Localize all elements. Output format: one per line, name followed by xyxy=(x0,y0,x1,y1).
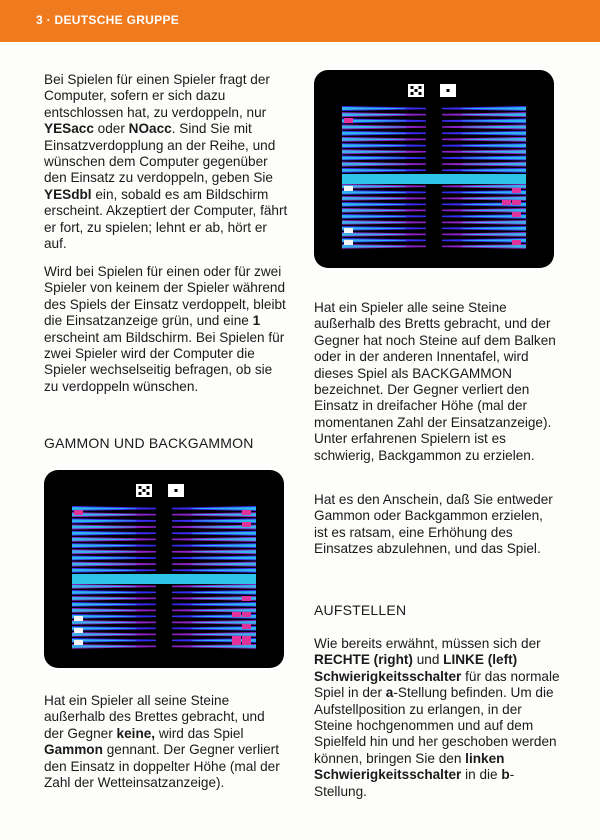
checker-pink xyxy=(512,212,521,217)
checker-white xyxy=(344,240,353,245)
checker-white xyxy=(74,640,83,645)
board-bar xyxy=(426,106,442,174)
checker-pink xyxy=(512,200,521,205)
body-text: oder xyxy=(93,121,129,137)
die-pip xyxy=(411,86,414,89)
body-text: -Stellung befinden. Um die Aufstellposition zu erlangen, in der Steine hochgenommen und auf dem Spielfeld hin und her geschoben werden können, bringen Sie den xyxy=(314,685,557,766)
checker-white xyxy=(74,628,83,633)
body-text: ein, sobald es am Bildschirm erscheint. Akzeptiert der Computer, fährt er fort, zu spielen; lehnt er ab, hört er auf. xyxy=(44,186,288,252)
body-text: Wird bei Spielen für einen oder für zwei Spieler von keinem der Spieler während des Spiels der Einsatz verdoppelt, bleibt die Einsatzanzeige grün, und eine xyxy=(44,264,286,329)
die-pip xyxy=(139,492,142,495)
emphasis-text: YESdbl xyxy=(44,186,92,202)
body-text: gennant. Der Gegner verliert den Einsatz in doppelter Höhe (mal der Zahl der Wetteinsatzanzeige). xyxy=(44,742,280,791)
checker-pink xyxy=(242,624,251,629)
die-pip xyxy=(415,89,418,92)
board-bar xyxy=(426,184,442,250)
die-pip xyxy=(447,89,450,92)
board-center-band xyxy=(342,174,526,184)
body-text: Hat es den Anschein, daß Sie entweder Gammon oder Backgammon erzielen, ist es ratsam, eine Erhöhung des Einsatzes abzulehnen, und das Spiel. xyxy=(314,492,553,557)
body-text: und xyxy=(412,652,444,668)
body-text: erscheint am Bildschirm. Bei Spielen für zwei Spieler wird der Computer die Spieler wechselseitig befragen, ob sie zu verdoppeln wünschen. xyxy=(44,329,285,394)
board-bar xyxy=(156,506,172,574)
paragraph-backgammon xyxy=(314,300,560,464)
checker-white xyxy=(344,186,353,191)
emphasis-text: b xyxy=(501,767,510,783)
checker-pink xyxy=(242,522,251,527)
checker-pink xyxy=(74,510,83,515)
checker-pink xyxy=(502,200,511,205)
paragraph-doubling-one-player xyxy=(44,72,288,252)
checker-white xyxy=(344,228,353,233)
checker-pink xyxy=(344,118,353,123)
die-pip xyxy=(175,489,178,492)
die-pip xyxy=(147,492,150,495)
heading-aufstellen: AUFSTELLEN xyxy=(314,602,407,618)
page-header xyxy=(0,0,600,42)
die-pip xyxy=(419,92,422,95)
emphasis-text: YESacc xyxy=(44,121,94,137)
emphasis-text: Gammon xyxy=(44,742,103,758)
emphasis-text: NOacc xyxy=(128,121,172,137)
paragraph-no-doubling xyxy=(44,264,288,395)
checker-pink xyxy=(242,612,251,617)
body-text: Hat ein Spieler all seine Steine außerhalb des Brettes gebracht, und der Gegner xyxy=(44,693,265,741)
emphasis-text: linken Schwierigkeitsschalter xyxy=(314,750,505,783)
checker-white xyxy=(74,616,83,621)
paragraph-advice xyxy=(314,492,560,558)
body-text: Bei Spielen für einen Spieler fragt der Computer, sofern er sich dazu entschlossen hat, zu verdoppeln, nur xyxy=(44,72,270,120)
board-center-band xyxy=(72,574,256,584)
heading-gammon-backgammon: GAMMON UND BACKGAMMON xyxy=(44,435,254,451)
backgammon-screen-gammon xyxy=(44,470,284,668)
checker-pink xyxy=(512,240,521,245)
body-text: Wie bereits erwähnt, müssen sich der xyxy=(314,636,541,651)
paragraph-gammon xyxy=(44,693,288,791)
body-text: Hat ein Spieler alle seine Steine außerhalb des Bretts gebracht, und der Gegner hat noch Steine auf dem Balken oder in der anderen Innentafel, wird dieses Spiel als BACKGAMMON bezeichnet. Der Gegner verliert den Einsatz in dreifacher Höhe (mal der momentanen Zahl der Einsatzanzeige). Unter erfahrenen Spielern ist es schwierig, Backgammon zu erzielen. xyxy=(314,300,556,463)
body-text: wird das Spiel xyxy=(155,725,244,741)
checker-pink xyxy=(242,640,251,645)
emphasis-text: a xyxy=(385,685,394,701)
emphasis-text: LINKE (left) Schwierigkeitsschalter xyxy=(314,652,518,684)
checker-pink xyxy=(242,596,251,601)
body-text: für das normale Spiel in der xyxy=(314,668,560,701)
checker-pink xyxy=(242,510,251,515)
emphasis-text: RECHTE (right) xyxy=(314,652,413,668)
die-pip xyxy=(419,86,422,89)
checker-pink xyxy=(232,612,241,617)
body-text: -Stellung. xyxy=(314,767,515,799)
emphasis-text: 1 xyxy=(252,313,261,329)
die-pip xyxy=(411,92,414,95)
die-pip xyxy=(143,489,146,492)
page-header-title: 3 · DEUTSCHE GRUPPE xyxy=(36,13,180,27)
emphasis-text: keine, xyxy=(116,725,156,741)
checker-pink xyxy=(232,640,241,645)
die-pip xyxy=(147,486,150,489)
body-text: . Sind Sie mit Einsatzverdopplung an der Reihe, und wünschen dem Computer gegenüber den Einsatz zu verdoppeln, geben Sie xyxy=(44,121,276,186)
paragraph-setup xyxy=(314,636,560,800)
board-bar xyxy=(156,584,172,650)
checker-pink xyxy=(512,188,521,193)
body-text: in die xyxy=(461,767,502,783)
die-pip xyxy=(139,486,142,489)
backgammon-screen-backgammon xyxy=(314,70,554,268)
